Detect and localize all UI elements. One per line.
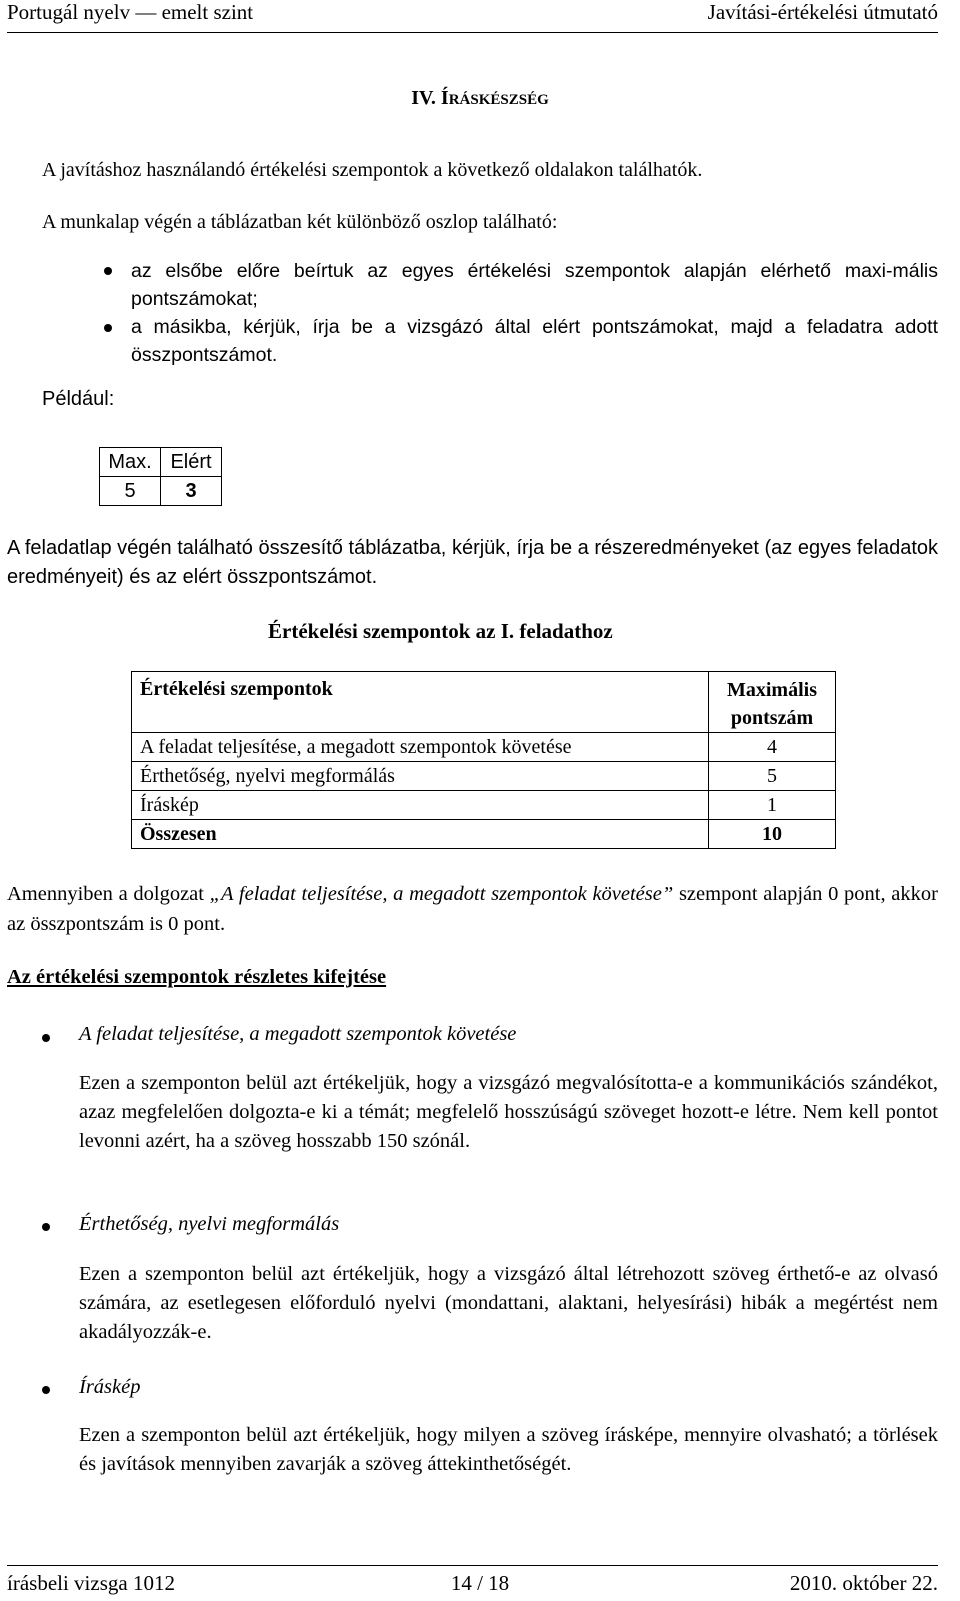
- criteria-header-max-line1: Maximális: [727, 679, 817, 701]
- example-header-max: Max.: [100, 448, 161, 477]
- example-value-achieved: 3: [161, 477, 222, 506]
- bullet-dot: [104, 267, 112, 275]
- example-header-achieved: Elért: [161, 448, 222, 477]
- criteria-row-label: Érthetőség, nyelvi megformálás: [132, 762, 709, 791]
- details-heading: Az értékelési szempontok részletes kifejtése: [7, 966, 387, 988]
- criteria-title: Értékelési szempontok az I. feladathoz: [268, 619, 613, 643]
- condition-quoted: „A feladat teljesítése, a megadott szempontok követése”: [209, 883, 674, 905]
- section-title: [0, 87, 960, 110]
- criteria-total-label: Összesen: [132, 820, 709, 849]
- intro-bullet-1: az elsőbe előre beírtuk az egyes értékelési szempontok alapján elérhető maxi-mális pontszámokat;: [131, 260, 938, 310]
- criteria-row-label: Íráskép: [132, 791, 709, 820]
- table-row: [132, 733, 836, 762]
- bullet-dot: [42, 1034, 50, 1042]
- table-row-total: [132, 820, 836, 849]
- intro-bullet-2: a másikba, kérjük, írja be a vizsgázó által elért pontszámokat, majd a feladatra adott összpontszámot.: [131, 316, 938, 366]
- bullet-dot: [42, 1386, 50, 1394]
- example-score-table: [99, 447, 222, 506]
- criteria-row-points: 4: [709, 733, 836, 762]
- footer-divider: [7, 1565, 938, 1566]
- criteria-header-criterion: Értékelési szempontok: [132, 672, 709, 733]
- footer-exam-id: írásbeli vizsga 1012: [7, 1571, 175, 1595]
- detail-body-comprehensibility: Ezen a szemponton belül azt értékeljük, hogy a vizsgázó által létrehozott szöveg érthető-e az olvasó számára, az esetlegesen előforduló nyelvi (mondattani, alaktani, helyesírási) hibák a megértést nem akadályozzák-e.: [79, 1263, 938, 1343]
- criteria-header-max-line2: pontszám: [730, 707, 814, 729]
- table-row: [132, 791, 836, 820]
- zero-score-condition: [7, 879, 938, 939]
- detail-body-handwriting: Ezen a szemponton belül azt értékeljük, hogy milyen a szöveg írásképe, mennyire olvasható; a törlések és javítások mennyiben zavarják a szöveg áttekinthetőségét.: [79, 1424, 938, 1475]
- footer-page-number: 14 / 18: [450, 1571, 510, 1595]
- example-value-max: 5: [100, 477, 161, 506]
- condition-after: szempont alapján 0 pont, akkor az összpontszám is 0 pont.: [7, 883, 938, 935]
- criteria-table: [131, 671, 836, 849]
- criteria-row-points: 1: [709, 791, 836, 820]
- section-title-rest: RÁSKÉSZSÉG: [448, 92, 549, 108]
- criteria-row-label: A feladat teljesítése, a megadott szempontok követése: [132, 733, 709, 762]
- summary-note: A feladatlap végén található összesítő táblázatba, kérjük, írja be a részeredményeket (az egyes feladatok eredményeit) és az elért összpontszámot.: [7, 537, 938, 588]
- criteria-row-points: 5: [709, 762, 836, 791]
- detail-title-comprehensibility: Érthetőség, nyelvi megformálás: [79, 1213, 340, 1235]
- bullet-dot: [42, 1223, 50, 1231]
- criteria-total-points: 10: [709, 820, 836, 849]
- intro-line-2: A munkalap végén a táblázatban két különböző oszlop található:: [42, 211, 558, 233]
- detail-title-handwriting: Íráskép: [79, 1376, 141, 1398]
- detail-title-task-completion: A feladat teljesítése, a megadott szempontok követése: [79, 1023, 517, 1045]
- header-document-type: Javítási-értékelési útmutató: [707, 0, 938, 24]
- footer-date: 2010. október 22.: [789, 1571, 938, 1595]
- section-title-first: Í: [440, 87, 449, 109]
- criteria-header-max-points: [709, 672, 836, 733]
- table-row: [132, 762, 836, 791]
- intro-line-1: A javításhoz használandó értékelési szempontok a következő oldalakon találhatók.: [42, 159, 703, 181]
- bullet-dot: [104, 324, 112, 332]
- header-exam-title: Portugál nyelv — emelt szint: [7, 0, 254, 24]
- condition-before: Amennyiben a dolgozat: [7, 883, 210, 905]
- example-label: Például:: [42, 388, 115, 410]
- header-divider: [7, 32, 938, 33]
- detail-body-task-completion: Ezen a szemponton belül azt értékeljük, hogy a vizsgázó megvalósította-e a kommunikációs szándékot, azaz megfelelően dolgozta-e ki a témát; megfelelő hosszúságú szöveget hozott-e létre. Nem kell pontot levonni azért, ha a szöveg hosszabb 150 szónál.: [79, 1072, 938, 1152]
- section-number: IV.: [411, 87, 436, 109]
